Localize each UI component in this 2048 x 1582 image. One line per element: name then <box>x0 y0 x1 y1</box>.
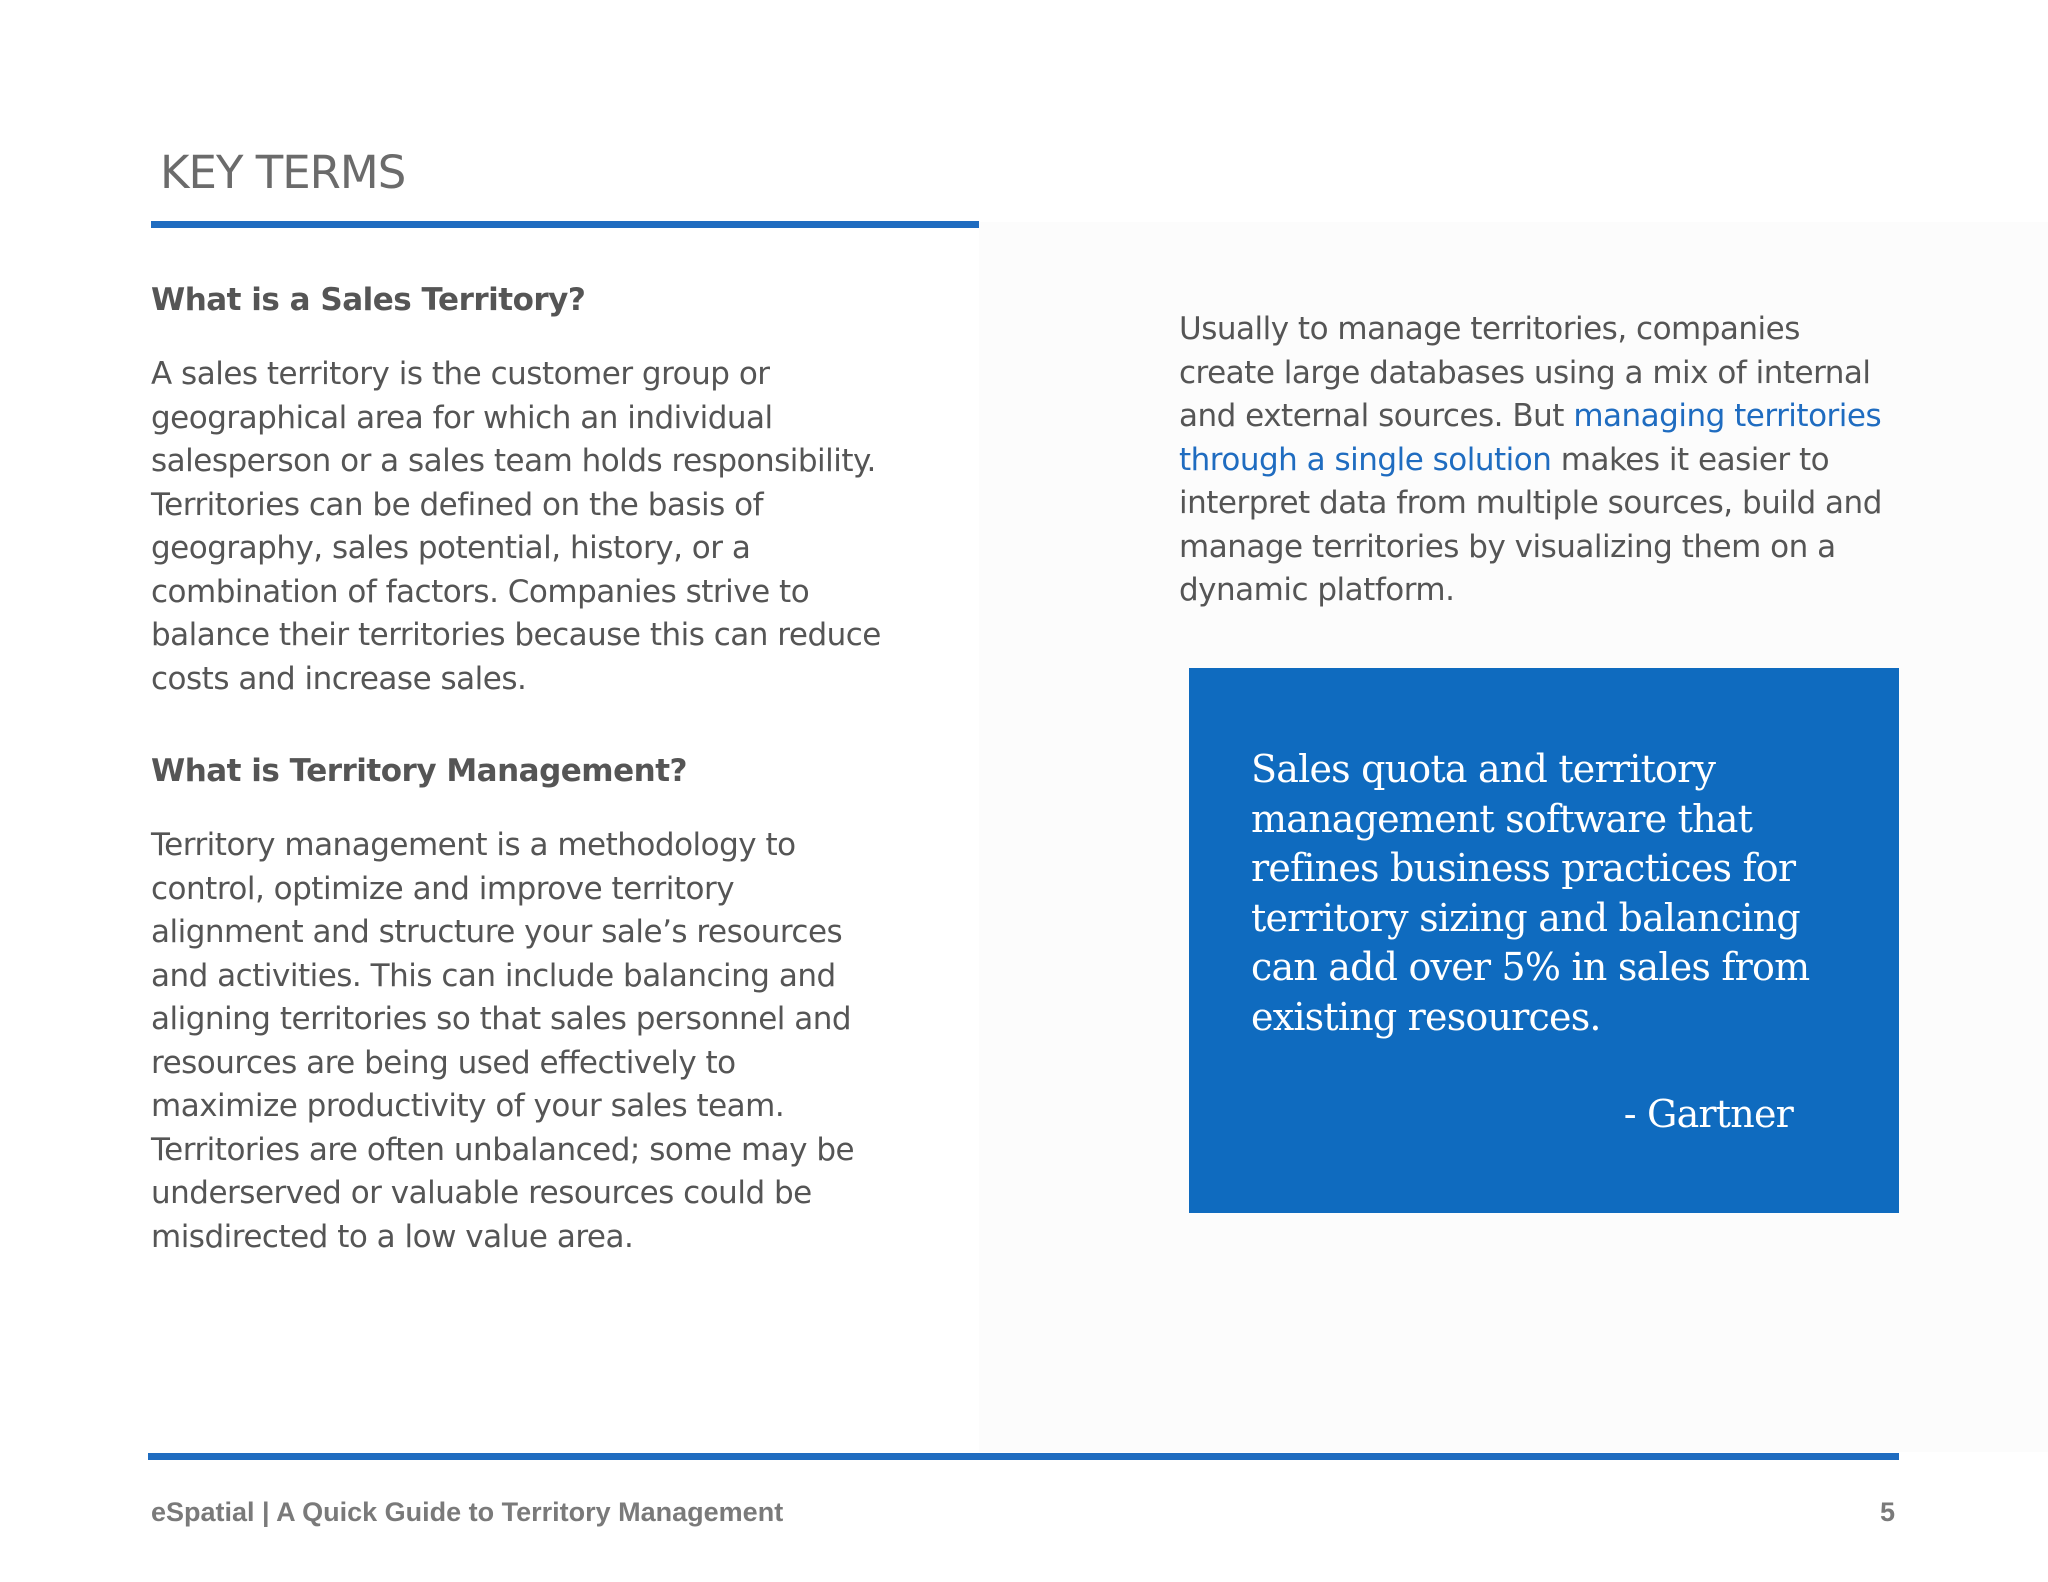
quote-attribution: - Gartner <box>1623 1092 1793 1136</box>
quote-text: Sales quota and territory management software that refines business practices for territory sizing and balancing can add over 5% in sales from existing resources. <box>1251 747 1810 1039</box>
footer-title: eSpatial | A Quick Guide to Territory Management <box>151 1497 784 1527</box>
territory-management-heading: What is Territory Management? <box>151 753 687 789</box>
sales-territory-paragraph: A sales territory is the customer group or geographical area for which an individual salesperson or a sales team holds responsibility. Territories can be defined on the basis of geography, sales potential, history, or a combination of factors. Companies strive to balance their territories because this can reduce costs and increase sales. <box>151 356 881 697</box>
sales-territory-heading: What is a Sales Territory? <box>151 282 586 318</box>
title-divider <box>151 221 979 228</box>
gartner-quote-box <box>1189 668 1899 1213</box>
left-column <box>151 275 891 1259</box>
page-number: 5 <box>1880 1497 1896 1527</box>
intro-paragraph <box>1179 308 1899 613</box>
footer-divider <box>148 1453 1899 1460</box>
single-solution-link[interactable]: managing territories through a single solution <box>1179 398 1882 478</box>
intro-paragraph-end: makes it easier to interpret data from multiple sources, build and manage territories by visualizing them on a dynamic platform. <box>1179 441 1882 608</box>
intro-paragraph-start: Usually to manage territories, companies create large databases using a mix of internal and external sources. But <box>1179 311 1871 434</box>
right-column <box>1179 308 1899 613</box>
page-title: KEY TERMS <box>160 146 406 199</box>
territory-management-paragraph: Territory management is a methodology to control, optimize and improve territory alignment and structure your sale’s resources and activities. This can include balancing and aligning territories so that sales personnel and resources are being used effectively to maximize productivity of your sales team. Territories are often unbalanced; some may be underserved or valuable resources could be misdirected to a low value area. <box>151 827 855 1255</box>
